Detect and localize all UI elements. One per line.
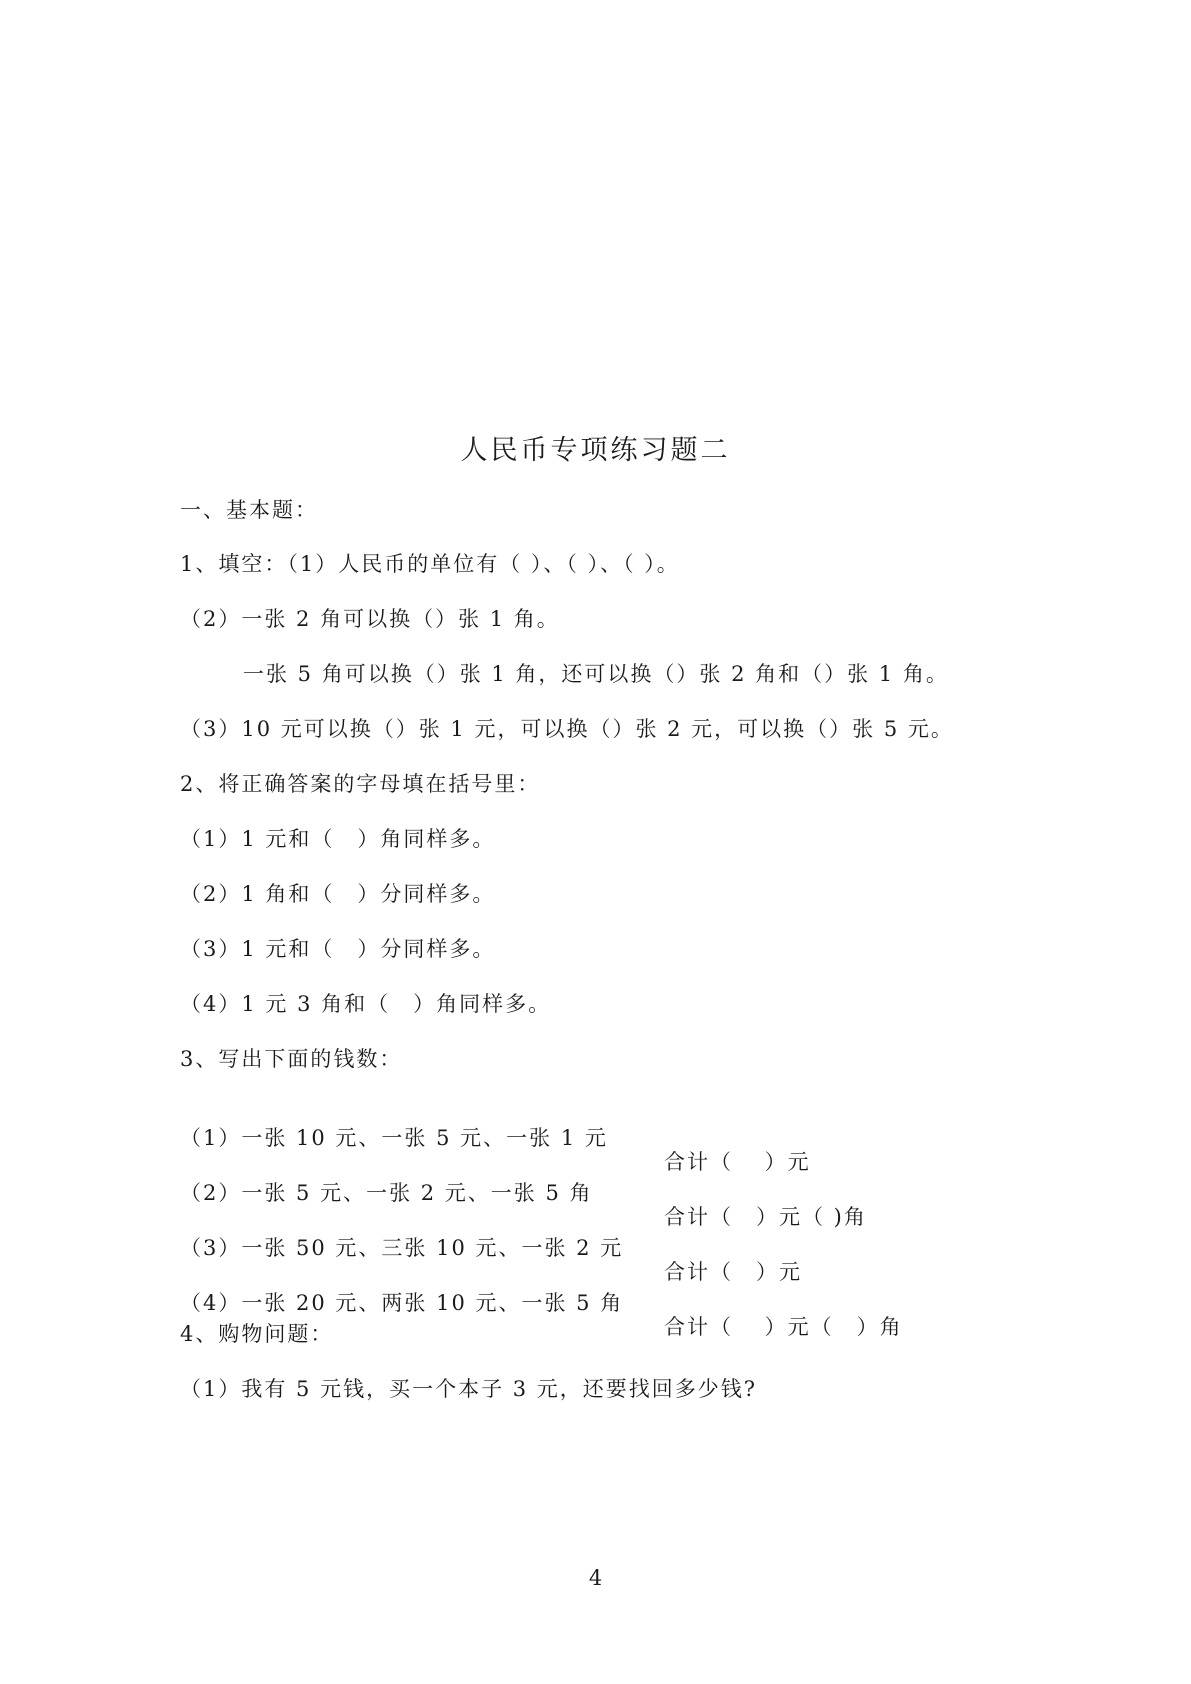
question-1-line-2: （2）一张 2 角可以换（）张 1 角。 xyxy=(180,607,560,631)
question-1-line-1: 1、填空：（1）人民币的单位有（ ）、（ ）、（ ）。 xyxy=(180,552,680,576)
page-number: 4 xyxy=(588,1566,603,1590)
question-3-row-left: （1）一张 10 元、一张 5 元、一张 1 元 xyxy=(180,1126,608,1150)
question-2-item: （2）1 角和（ ）分同样多。 xyxy=(180,882,496,906)
question-3-row-right: 合计（ ）元 xyxy=(664,1260,802,1284)
question-1-line-3: 一张 5 角可以换（）张 1 角，还可以换（）张 2 角和（）张 1 角。 xyxy=(243,662,949,686)
question-3-row-right: 合计（ ）元（ ）角 xyxy=(664,1315,903,1339)
question-3-row-right: 合计（ ）元 xyxy=(664,1150,811,1174)
question-3-row-right: 合计（ ）元（ )角 xyxy=(664,1205,867,1229)
question-3-heading: 3、写出下面的钱数： xyxy=(180,1047,403,1071)
document-title: 人民币专项练习题二 xyxy=(460,435,731,466)
question-1-line-4: （3）10 元可以换（）张 1 元，可以换（）张 2 元，可以换（）张 5 元。 xyxy=(180,717,954,741)
question-2-item: （1）1 元和（ ）角同样多。 xyxy=(180,827,496,851)
section-heading: 一、基本题： xyxy=(180,498,318,522)
question-2-heading: 2、将正确答案的字母填在括号里： xyxy=(180,772,541,796)
question-4-item: （1）我有 5 元钱，买一个本子 3 元，还要找回多少钱? xyxy=(180,1377,758,1401)
question-2-item: （4）1 元 3 角和（ ）角同样多。 xyxy=(180,992,552,1016)
question-3-row-left: （4）一张 20 元、两张 10 元、一张 5 角 xyxy=(180,1291,624,1315)
question-3-row-left: （3）一张 50 元、三张 10 元、一张 2 元 xyxy=(180,1236,624,1260)
question-4-heading: 4、购物问题： xyxy=(180,1322,334,1346)
question-3-row-left: （2）一张 5 元、一张 2 元、一张 5 角 xyxy=(180,1181,593,1205)
question-2-item: （3）1 元和（ ）分同样多。 xyxy=(180,937,496,961)
